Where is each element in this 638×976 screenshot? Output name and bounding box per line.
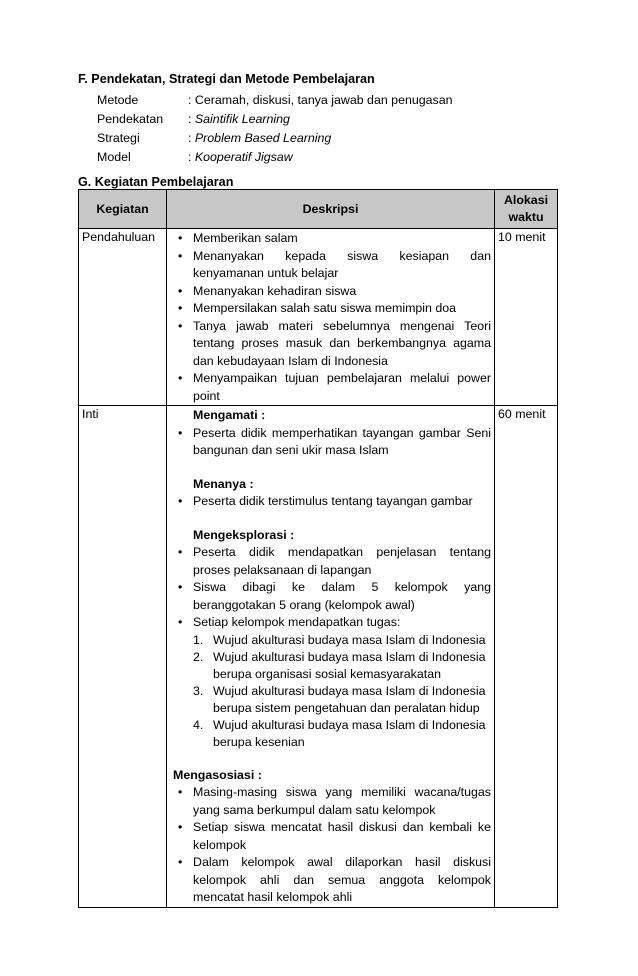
bullet-list <box>173 544 491 632</box>
numbered-list <box>173 632 491 751</box>
strategy-row <box>97 129 453 148</box>
list-item: • Menanyakan kehadiran siswa <box>173 283 491 301</box>
bullet-list <box>173 230 491 405</box>
bullet-list <box>173 784 491 907</box>
approach-row <box>97 110 453 129</box>
list-item: • Peserta didik mendapatkan penjelasan tentang proses pelaksanaan di lapangan <box>173 544 491 579</box>
activity-name: Pendahuluan <box>79 229 167 406</box>
task-text: Wujud akulturasi budaya masa Islam di Indonesia berupa organisasi sosial kemasyarakatan <box>213 649 486 681</box>
task-text: Wujud akulturasi budaya masa Islam di Indonesia berupa sistem pengetahuan dan peralatan hidup <box>213 683 486 715</box>
task-number: 1. <box>193 632 204 647</box>
strategy-value-italic: Problem Based Learning <box>194 131 332 145</box>
table-row-pendahuluan <box>79 229 558 406</box>
header-deskripsi: Deskripsi <box>167 190 495 229</box>
model-value: : Kooperatif Jigsaw <box>188 150 293 164</box>
list-item: • Menanyakan kepada siswa kesiapan dan kenyamanan untuk belajar <box>173 248 491 283</box>
subheading-mengasosiasi: Mengasosiasi : <box>173 767 262 782</box>
list-item: • Peserta didik memperhatikan tayangan gambar Seni bangunan dan seni ukir masa Islam <box>173 425 491 460</box>
method-key: Metode <box>97 93 139 107</box>
activity-name: Inti <box>79 406 167 908</box>
model-key: Model <box>97 150 131 164</box>
list-item: • Peserta didik terstimulus tentang tayangan gambar <box>173 493 491 511</box>
list-item: • Mempersilakan salah satu siswa memimpin doa <box>173 300 491 318</box>
activity-time: 10 menit <box>495 229 558 406</box>
list-item: • Dalam kelompok awal dilaporkan hasil diskusi kelompok ahli dan semua anggota kelompok mencatat hasil kelompok ahli <box>173 854 491 907</box>
section-f-title: F. Pendekatan, Strategi dan Metode Pembelajaran <box>78 72 375 86</box>
strategy-value: : Problem Based Learning <box>188 131 332 145</box>
list-item: • Tanya jawab materi sebelumnya mengenai Teori tentang proses masuk dan berkembangnya agama dan kebudayaan Islam di Indonesia <box>173 318 491 371</box>
task-number: 4. <box>193 717 204 732</box>
task-number: 2. <box>193 649 204 664</box>
task-text: Wujud akulturasi budaya masa Islam di Indonesia berupa kesenian <box>213 717 486 749</box>
activity-description <box>167 406 495 908</box>
method-row <box>97 91 453 110</box>
subheading-mengeksplorasi: Mengeksplorasi : <box>193 527 295 542</box>
header-kegiatan: Kegiatan <box>79 190 167 229</box>
task-item <box>173 717 491 751</box>
method-value: : Ceramah, diskusi, tanya jawab dan penugasan <box>188 93 453 107</box>
subheading-menanya: Menanya : <box>193 476 254 491</box>
list-item: • Memberikan salam <box>173 230 491 248</box>
approach-value-italic: Saintifik Learning <box>194 112 290 126</box>
task-text: Wujud akulturasi budaya masa Islam di Indonesia <box>213 632 486 647</box>
task-item <box>173 632 491 649</box>
list-item: • Siswa dibagi ke dalam 5 kelompok yang beranggotakan 5 orang (kelompok awal) <box>173 579 491 614</box>
activity-time: 60 menit <box>495 406 558 908</box>
method-list <box>97 91 453 167</box>
task-item <box>173 683 491 717</box>
model-row <box>97 148 453 167</box>
task-number: 3. <box>193 683 204 698</box>
list-item: • Setiap siswa mencatat hasil diskusi dan kembali ke kelompok <box>173 819 491 854</box>
header-alokasi: Alokasi waktu <box>495 190 558 229</box>
task-item <box>173 649 491 683</box>
table-header-row <box>79 190 558 229</box>
bullet-list <box>173 493 491 511</box>
approach-value: : Saintifik Learning <box>188 112 290 126</box>
bullet-list <box>173 425 491 460</box>
strategy-key: Strategi <box>97 131 140 145</box>
activity-description <box>167 229 495 406</box>
model-value-italic: Kooperatif Jigsaw <box>194 150 293 164</box>
list-item: • Masing-masing siswa yang memiliki wacana/tugas yang sama berkumpul dalam satu kelompok <box>173 784 491 819</box>
list-item: • Setiap kelompok mendapatkan tugas: <box>173 614 491 632</box>
list-item: • Menyampaikan tujuan pembelajaran melalui power point <box>173 370 491 405</box>
subheading-mengamati: Mengamati : <box>193 408 266 422</box>
activity-table <box>78 189 558 908</box>
section-g-title: G. Kegiatan Pembelajaran <box>78 175 234 189</box>
approach-key: Pendekatan <box>97 112 164 126</box>
table-row-inti <box>79 406 558 908</box>
